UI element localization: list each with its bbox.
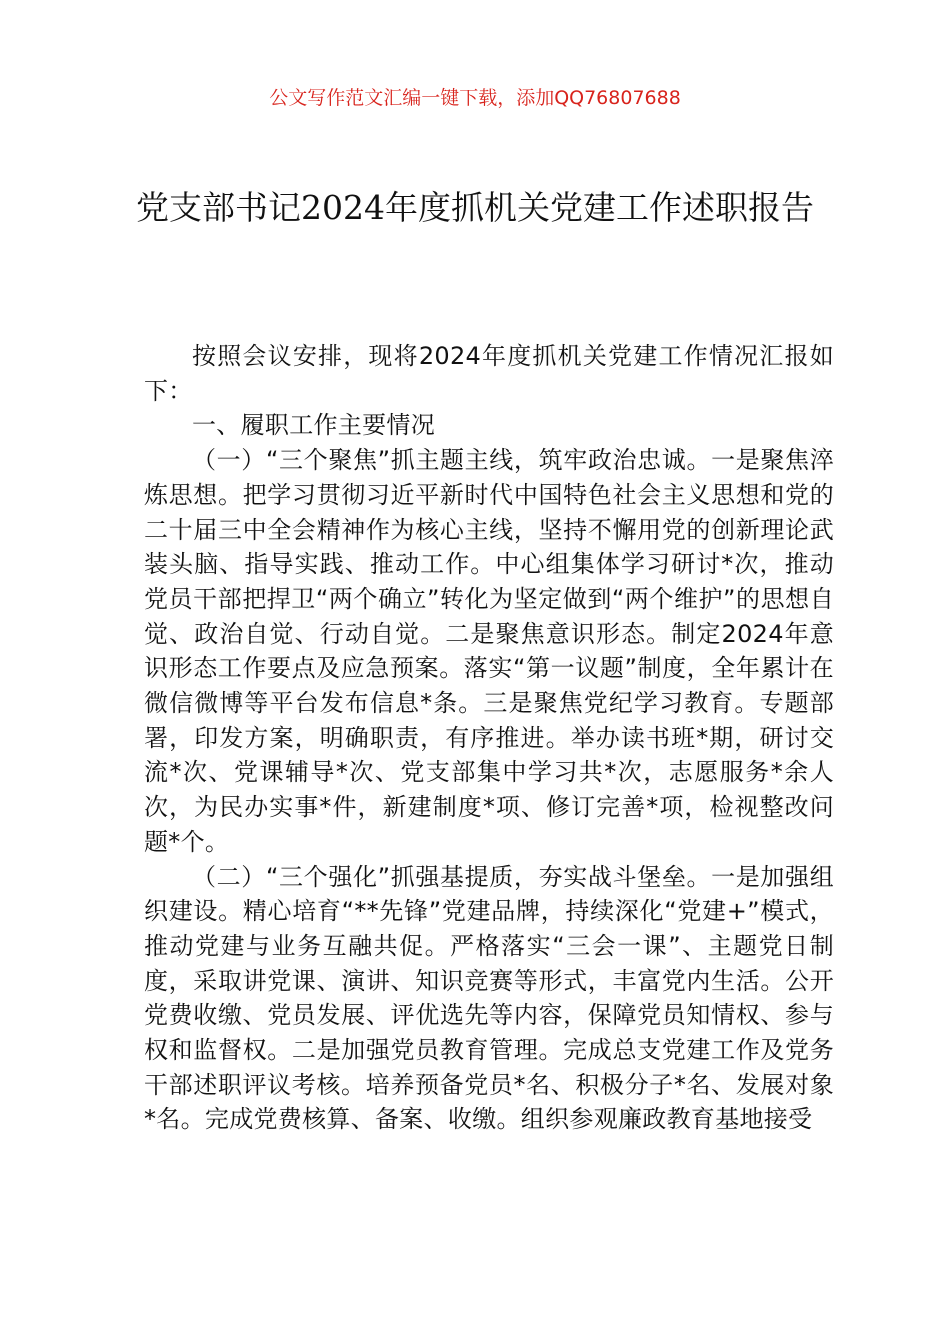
section-heading: 一、履职工作主要情况 — [192, 411, 435, 440]
document-body — [144, 339, 834, 1137]
intro-paragraph: 按照会议安排，现将2024年度抓机关党建工作情况汇报如下： — [144, 342, 834, 405]
download-banner: 公文写作范文汇编一键下载，添加QQ76807688 — [269, 87, 681, 109]
body-paragraph: （一）“三个聚焦”抓主题主线，筑牢政治忠诚。一是聚焦淬炼思想。把学习贯彻习近平新时代中国特色社会主义思想和党的二十届三中全会精神作为核心主线，坚持不懈用党的创新理论武装头脑、指导实践、推动工作。中心组集体学习研讨*次，推动党员干部把捍卫“两个确立”转化为坚定做到“两个维护”的思想自觉、政治自觉、行动自觉。二是聚焦意识形态。制定2024年意识形态工作要点及应急预案。落实“第一议题”制度，全年累计在微信微博等平台发布信息*条。三是聚焦党纪学习教育。专题部署，印发方案，明确职责，有序推进。举办读书班*期，研讨交流*次、党课辅导*次、党支部集中学习共*次，志愿服务*余人次，为民办实事*件，新建制度*项、修订完善*项，检视整改问题*个。 — [144, 446, 834, 856]
body-paragraph: （二）“三个强化”抓强基提质，夯实战斗堡垒。一是加强组织建设。精心培育“**先锋”党建品牌，持续深化“党建+”模式，推动党建与业务互融共促。严格落实“三会一课”、主题党日制度，采取讲党课、演讲、知识竞赛等形式，丰富党内生活。公开党费收缴、党员发展、评优选先等内容，保障党员知情权、参与权和监督权。二是加强党员教育管理。完成总支党建工作及党务干部述职评议考核。培养预备党员*名、积极分子*名、发展对象*名。完成党费核算、备案、收缴。组织参观廉政教育基地接受 — [144, 862, 834, 1134]
document-title: 党支部书记2024年度抓机关党建工作述职报告 — [136, 188, 814, 227]
